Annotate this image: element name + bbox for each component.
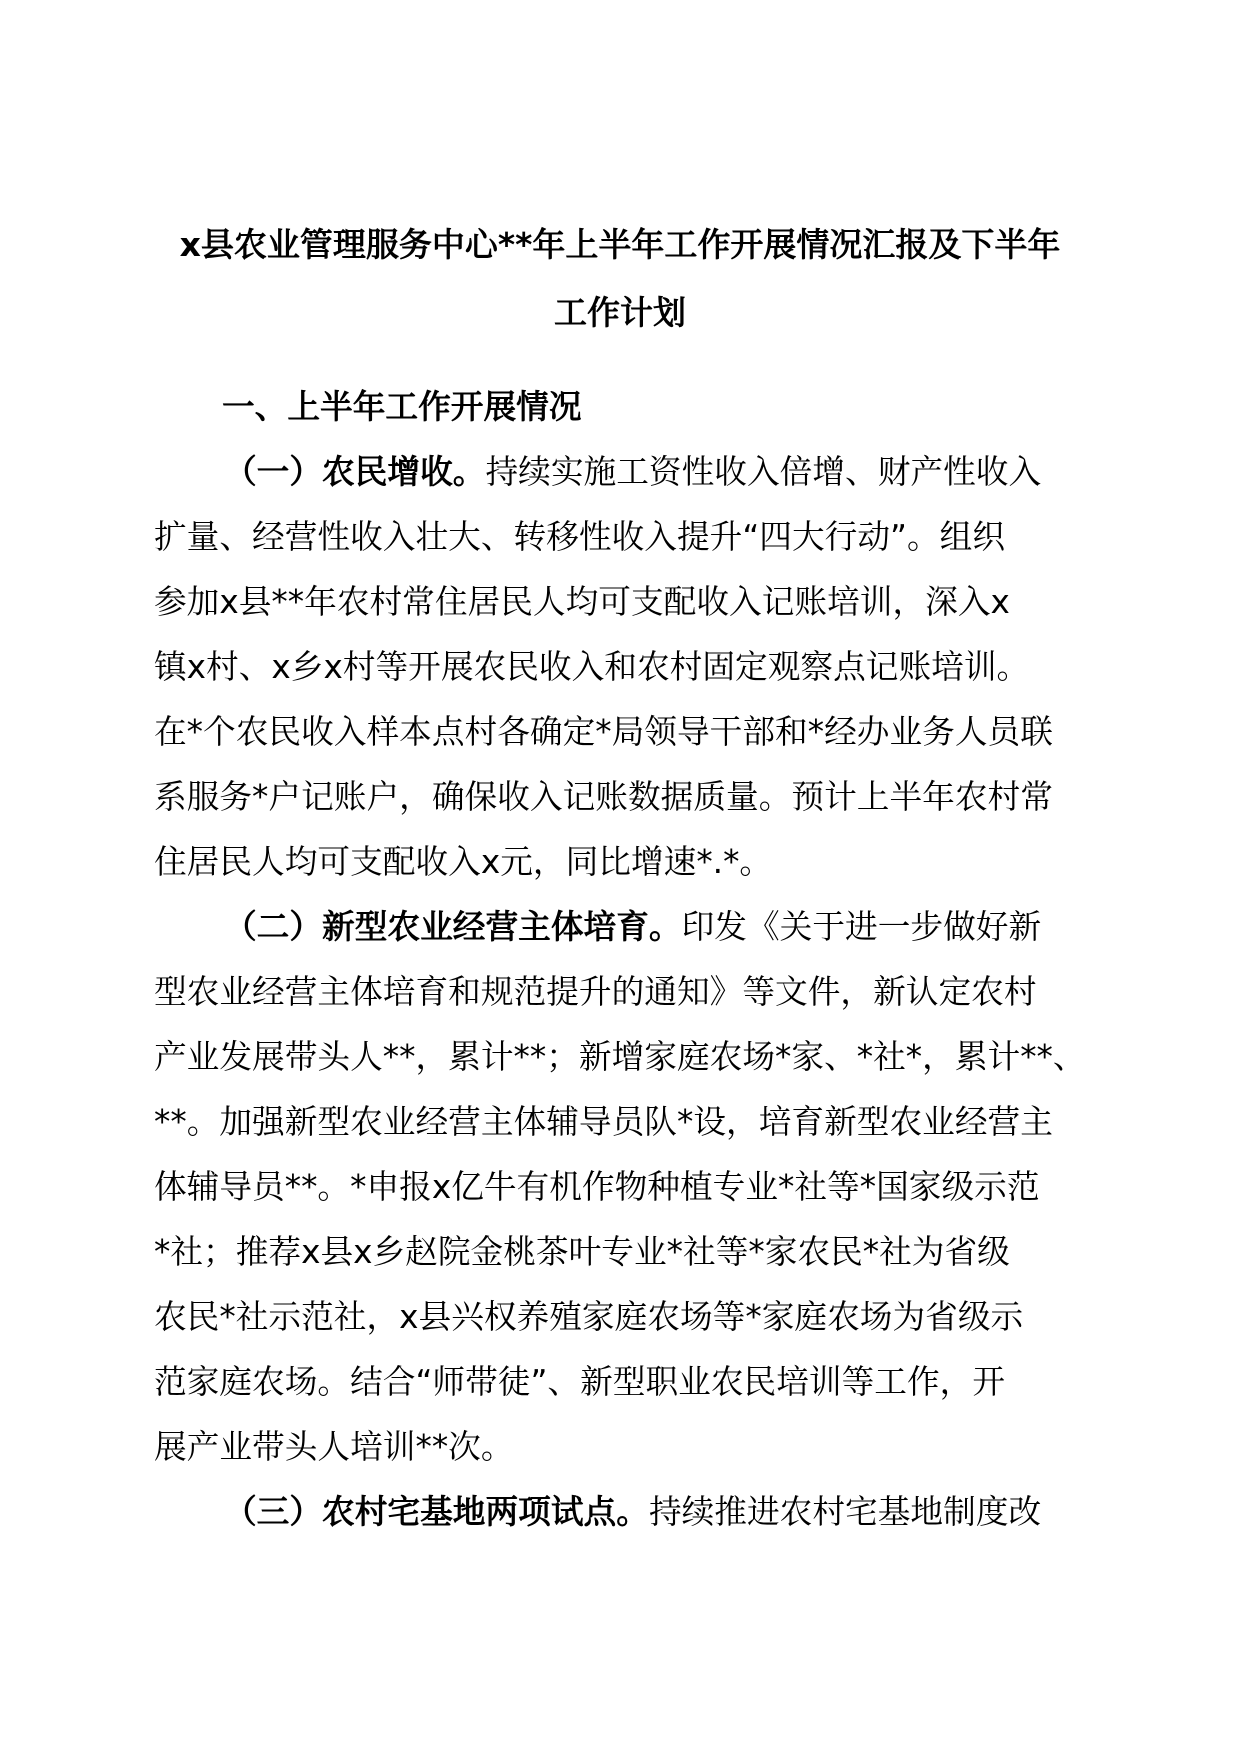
paragraph-line: 扩量、经营性收入壮大、转移性收入提升“四大行动”。组织 bbox=[154, 518, 1006, 556]
title-line-2: 工作计划 bbox=[554, 293, 686, 332]
paragraph-text: 持续实施工资性收入倍增、财产性收入 bbox=[485, 453, 1042, 491]
paragraph-label: （二）新型农业经营主体培育。 bbox=[224, 908, 682, 946]
paragraph-new-business-entities bbox=[154, 895, 1086, 1480]
paragraph-line: 参加x县**年农村常住居民人均可支配收入记账培训，深入x bbox=[154, 583, 1010, 621]
paragraph-label: （三）农村宅基地两项试点。 bbox=[224, 1493, 649, 1531]
paragraph-line bbox=[154, 1480, 1072, 1545]
paragraph-line bbox=[154, 895, 1072, 960]
paragraph-line: 体辅导员**。*申报x亿牛有机作物种植专业*社等*国家级示范 bbox=[154, 1168, 1040, 1206]
paragraph-text: 持续推进农村宅基地制度改 bbox=[648, 1493, 1042, 1531]
paragraph-homestead-pilot bbox=[154, 1480, 1072, 1545]
paragraph-farmer-income bbox=[154, 440, 1072, 895]
paragraph-line bbox=[154, 440, 1072, 505]
paragraph-line: 在*个农民收入样本点村各确定*局领导干部和*经办业务人员联 bbox=[154, 713, 1053, 751]
paragraph-line: 展产业带头人培训**次。 bbox=[154, 1428, 514, 1466]
paragraph-text: 印发《关于进一步做好新 bbox=[681, 908, 1042, 946]
paragraph-line: 产业发展带头人**，累计**；新增家庭农场*家、*社*，累计**、 bbox=[154, 1038, 1086, 1076]
paragraph-line: *社；推荐x县x乡赵院金桃茶叶专业*社等*家农民*社为省级 bbox=[154, 1233, 1010, 1271]
document-title bbox=[150, 211, 1090, 347]
section-heading: 一、上半年工作开展情况 bbox=[222, 388, 582, 426]
paragraph-line: 住居民人均可支配收入x元，同比增速*.*。 bbox=[154, 843, 773, 881]
paragraph-line: 农民*社示范社，x县兴权养殖家庭农场等*家庭农场为省级示 bbox=[154, 1298, 1024, 1336]
paragraph-line: 镇x村、x乡x村等开展农民收入和农村固定观察点记账培训。 bbox=[154, 648, 1030, 686]
paragraph-line: 系服务*户记账户，确保收入记账数据质量。预计上半年农村常 bbox=[154, 778, 1053, 816]
document-body bbox=[154, 375, 1086, 1545]
paragraph-line: **。加强新型农业经营主体辅导员队*设，培育新型农业经营主 bbox=[154, 1103, 1053, 1141]
paragraph-line: 范家庭农场。结合“师带徒”、新型职业农民培训等工作，开 bbox=[154, 1363, 1006, 1401]
paragraph-line: 型农业经营主体培育和规范提升的通知》等文件，新认定农村 bbox=[154, 973, 1037, 1011]
title-line-1: x县农业管理服务中心**年上半年工作开展情况汇报及下半年 bbox=[179, 225, 1061, 264]
paragraph-label: （一）农民增收。 bbox=[224, 453, 486, 491]
